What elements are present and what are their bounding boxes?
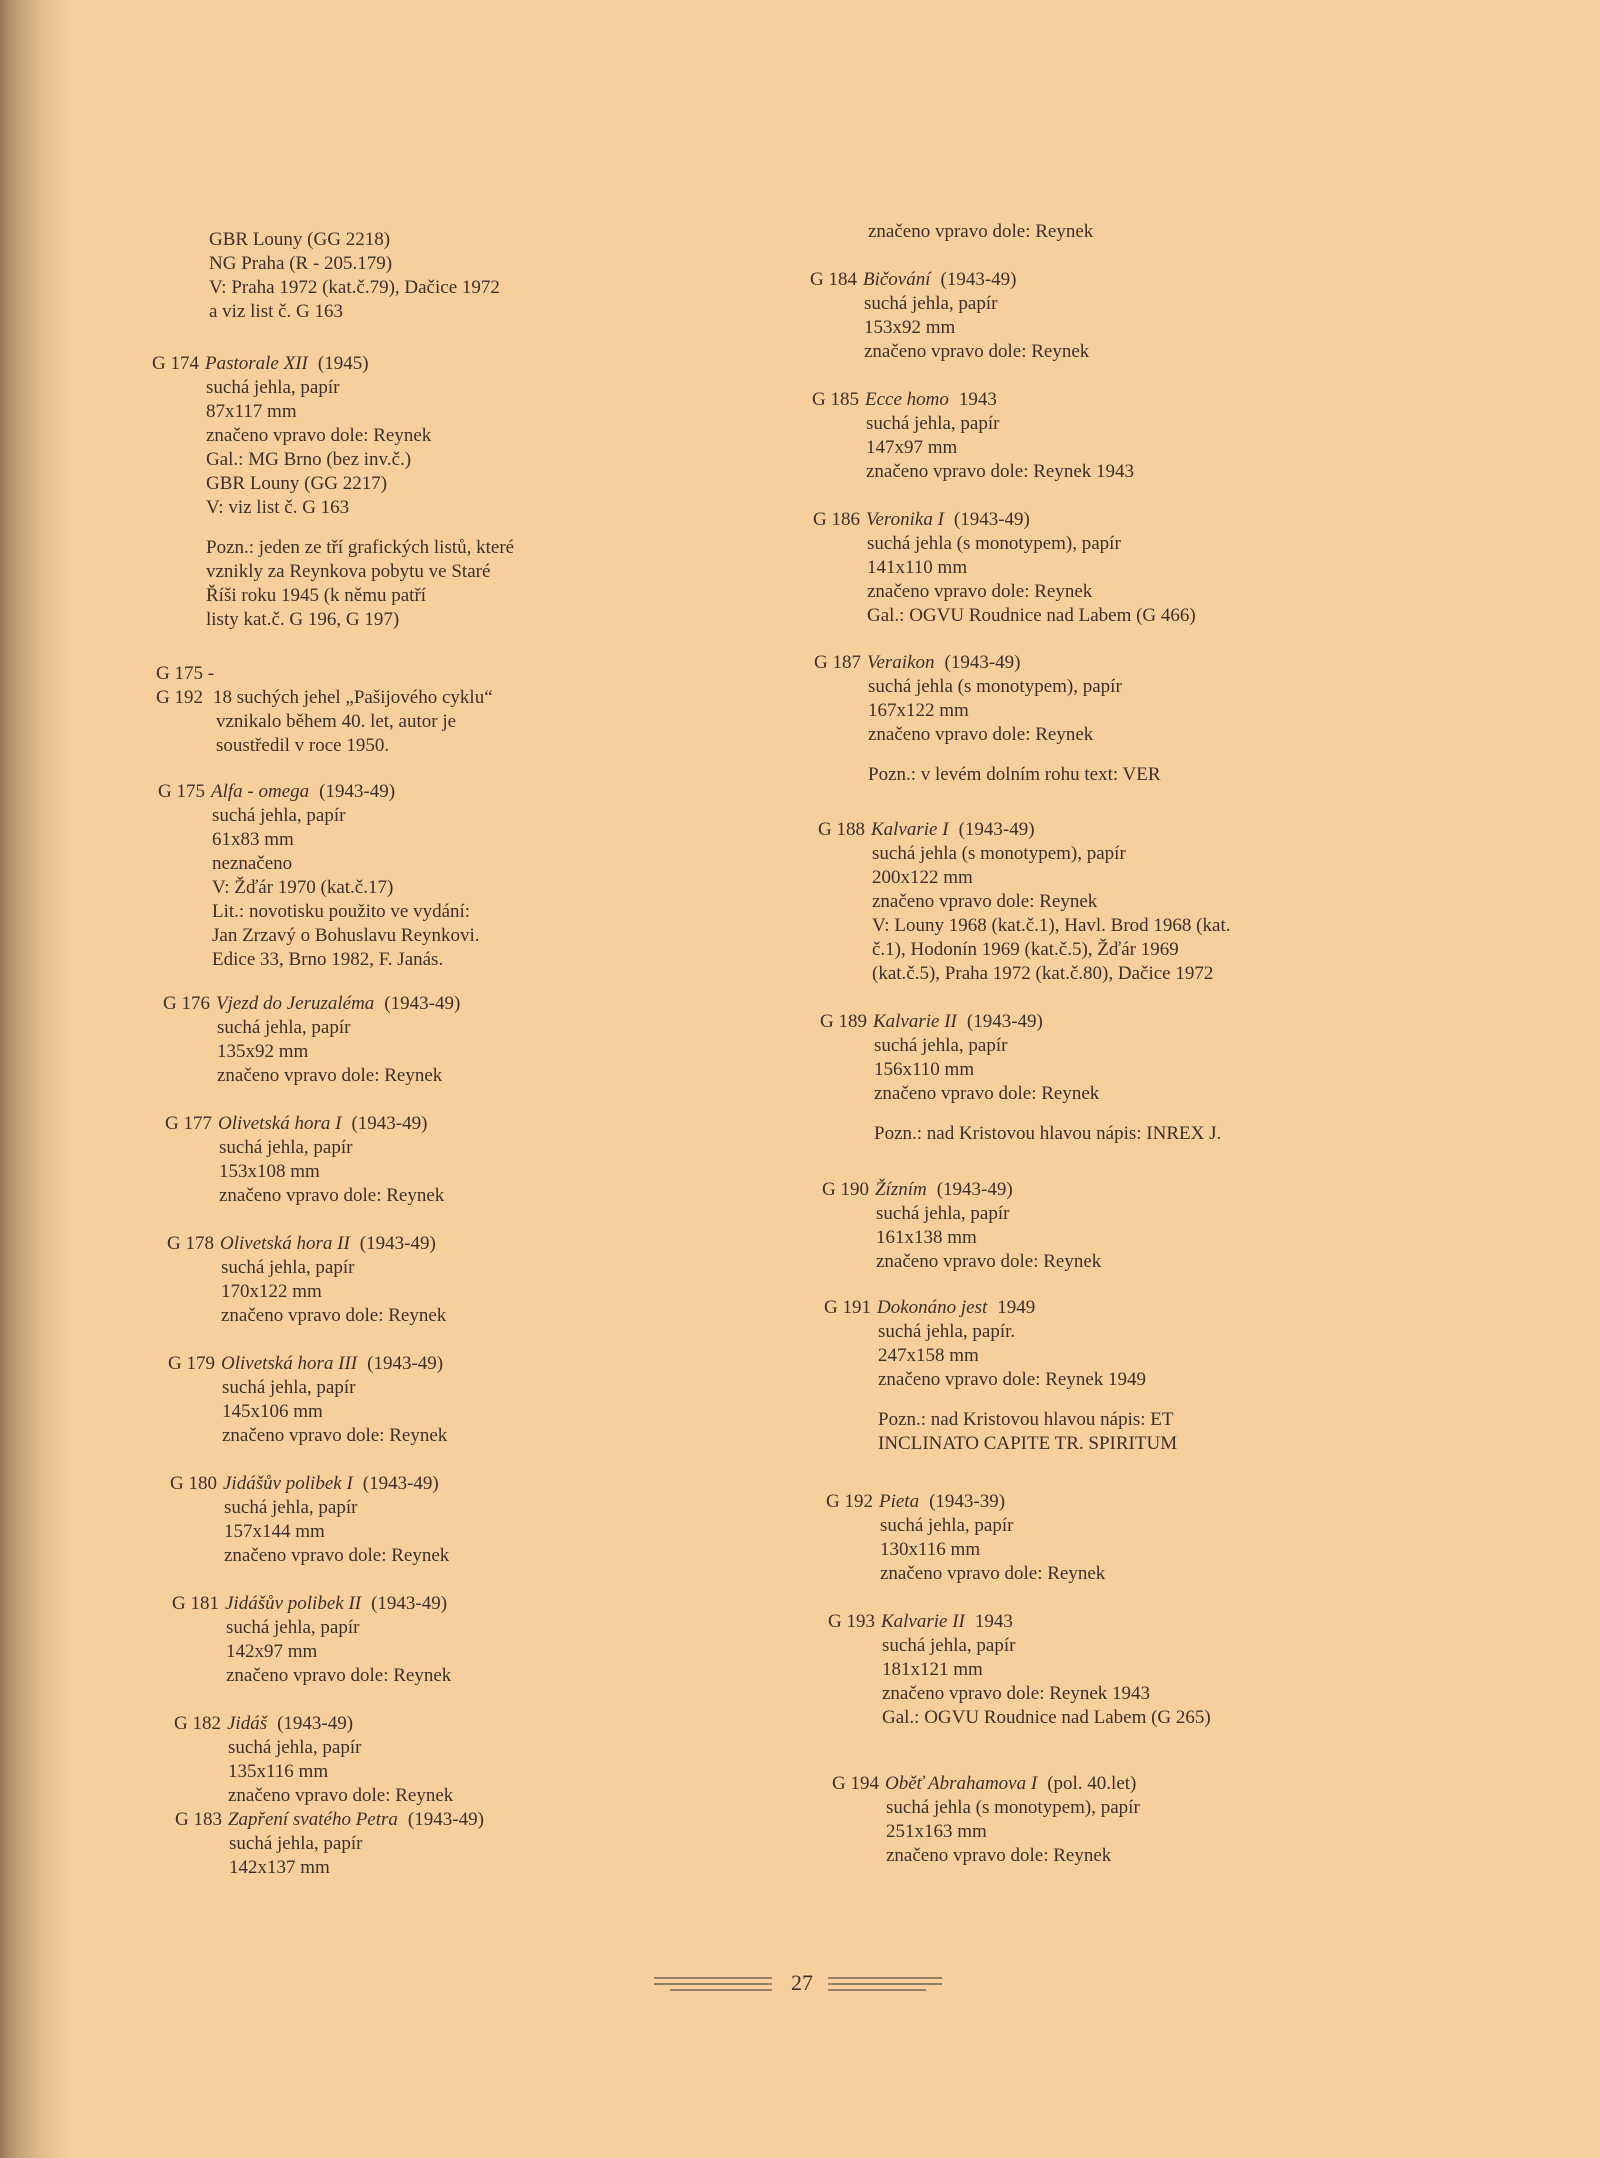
entry-detail-line: suchá jehla, papír bbox=[876, 1203, 1010, 1224]
catalogue-entry bbox=[812, 388, 1134, 484]
entry-details bbox=[876, 1202, 1101, 1274]
entry-detail-line: 153x108 mm bbox=[219, 1161, 320, 1182]
entry-detail-line: 135x116 mm bbox=[228, 1761, 329, 1782]
catalogue-entry bbox=[172, 1592, 451, 1688]
entry-note-line: Pozn.: v levém dolním rohu text: VER bbox=[868, 764, 1161, 785]
entry-detail-line: suchá jehla, papír bbox=[864, 293, 998, 314]
entry-details bbox=[224, 1496, 449, 1568]
entry-details bbox=[864, 292, 1089, 364]
entry-heading bbox=[824, 1296, 1177, 1320]
entry-detail-line: značeno vpravo dole: Reynek 1943 bbox=[866, 461, 1135, 482]
entry-detail-line: suchá jehla, papír bbox=[222, 1377, 356, 1398]
entry-title: Olivetská hora I bbox=[217, 1113, 342, 1134]
entry-date: (1943-49) bbox=[351, 1113, 428, 1134]
entry-detail-line: značeno vpravo dole: Reynek bbox=[864, 341, 1090, 362]
entry-detail-line: 145x106 mm bbox=[222, 1401, 323, 1422]
catalogue-entry bbox=[158, 780, 480, 972]
entry-detail-line: 147x97 mm bbox=[866, 437, 958, 458]
entry-detail-line: suchá jehla, papír bbox=[219, 1137, 353, 1158]
entry-heading bbox=[158, 780, 480, 804]
entry-details bbox=[228, 1736, 453, 1808]
entry-details bbox=[217, 1016, 460, 1088]
entry-details bbox=[886, 1796, 1140, 1868]
catalogue-entry bbox=[828, 1610, 1211, 1730]
entry-detail-line: 156x110 mm bbox=[874, 1059, 975, 1080]
page-number: 27 bbox=[791, 1970, 813, 1995]
entry-detail-line: suchá jehla (s monotypem), papír bbox=[867, 533, 1121, 554]
entry-detail-line: suchá jehla, papír bbox=[229, 1833, 363, 1854]
entry-code: G 184 bbox=[810, 269, 857, 290]
entry-title: Alfa - omega bbox=[210, 781, 310, 802]
entry-detail-line: suchá jehla, papír bbox=[217, 1017, 351, 1038]
entry-detail-line: značeno vpravo dole: Reynek bbox=[886, 1845, 1112, 1866]
catalogue-entry bbox=[163, 992, 460, 1088]
entry-heading bbox=[810, 268, 1089, 292]
catalogue-entry bbox=[822, 1178, 1101, 1274]
catalogue-entry bbox=[152, 352, 514, 632]
entry-detail-line: V: viz list č. G 163 bbox=[206, 497, 350, 518]
entry-heading bbox=[163, 992, 460, 1016]
entry-title: Žízním bbox=[874, 1179, 927, 1200]
entry-title: Olivetská hora II bbox=[219, 1233, 350, 1254]
entry-note-line: vznikly za Reynkova pobytu ve Staré bbox=[206, 561, 491, 582]
entry-note-line: listy kat.č. G 196, G 197) bbox=[206, 609, 400, 630]
entry-title: Oběť Abrahamova I bbox=[884, 1773, 1038, 1794]
entry-detail-line: suchá jehla, papír bbox=[206, 377, 340, 398]
entry-code: G 194 bbox=[832, 1773, 879, 1794]
entry-code: G 192 bbox=[826, 1491, 873, 1512]
entry-code: G 182 bbox=[174, 1713, 221, 1734]
entry-code: G 193 bbox=[828, 1611, 875, 1632]
entry-date: (1943-49) bbox=[966, 1011, 1043, 1032]
entry-detail-line: 161x138 mm bbox=[876, 1227, 977, 1248]
entry-code: G 187 bbox=[814, 652, 861, 673]
entry-title: Dokonáno jest bbox=[876, 1297, 988, 1318]
entry-detail-line: značeno vpravo dole: Reynek 1949 bbox=[878, 1369, 1147, 1390]
catalogue-entry bbox=[826, 1490, 1105, 1586]
entry-detail-line: suchá jehla (s monotypem), papír bbox=[886, 1797, 1140, 1818]
catalogue-entry bbox=[824, 1296, 1177, 1456]
entry-detail-line: značeno vpravo dole: Reynek bbox=[224, 1545, 450, 1566]
entry-code: G 183 bbox=[175, 1809, 222, 1830]
entry-date: (pol. 40.let) bbox=[1047, 1773, 1137, 1794]
entry-detail-line: Edice 33, Brno 1982, F. Janás. bbox=[212, 949, 444, 970]
entry-heading bbox=[814, 651, 1161, 675]
cycle-note bbox=[156, 662, 493, 758]
entry-detail-line: suchá jehla, papír bbox=[226, 1617, 360, 1638]
entry-title: Jidášův polibek II bbox=[224, 1593, 362, 1614]
entry-heading bbox=[828, 1610, 1211, 1634]
entry-details bbox=[219, 1136, 444, 1208]
catalogue-entry bbox=[175, 1808, 484, 1880]
entry-title: Kalvarie II bbox=[872, 1011, 957, 1032]
entry-heading bbox=[820, 1010, 1221, 1034]
entry-date: (1943-49) bbox=[944, 652, 1021, 673]
entry-details bbox=[880, 1514, 1105, 1586]
entry-details bbox=[882, 1634, 1211, 1730]
entry-details bbox=[221, 1256, 446, 1328]
entry-note-line: Pozn.: nad Kristovou hlavou nápis: INREX J. bbox=[874, 1123, 1222, 1144]
entry-detail-line: značeno vpravo dole: Reynek bbox=[874, 1083, 1100, 1104]
entry-detail-line: suchá jehla, papír bbox=[882, 1635, 1016, 1656]
cycle-code-end: G 192 bbox=[156, 687, 203, 708]
entry-date: (1943-49) bbox=[277, 1713, 354, 1734]
entry-detail-line: značeno vpravo dole: Reynek bbox=[876, 1251, 1102, 1272]
right-continuation: značeno vpravo dole: Reynek bbox=[868, 221, 1094, 242]
entry-code: G 189 bbox=[820, 1011, 867, 1032]
entry-note-line: Říši roku 1945 (k němu patří bbox=[206, 585, 427, 606]
entry-detail-line: suchá jehla (s monotypem), papír bbox=[872, 843, 1126, 864]
catalogue-entry bbox=[165, 1112, 444, 1208]
entry-detail-line: značeno vpravo dole: Reynek bbox=[226, 1665, 452, 1686]
entry-heading bbox=[822, 1178, 1101, 1202]
entry-date: (1943-49) bbox=[367, 1353, 444, 1374]
entry-heading bbox=[818, 818, 1230, 842]
entry-detail-line: značeno vpravo dole: Reynek bbox=[217, 1065, 443, 1086]
catalogue-entry bbox=[810, 268, 1089, 364]
entry-title: Olivetská hora III bbox=[220, 1353, 358, 1374]
entry-details bbox=[868, 675, 1161, 747]
entry-detail-line: suchá jehla, papír. bbox=[878, 1321, 1016, 1342]
text-line: a viz list č. G 163 bbox=[209, 301, 344, 322]
entry-date: (1943-49) bbox=[384, 993, 461, 1014]
entry-detail-line: V: Žďár 1970 (kat.č.17) bbox=[212, 877, 394, 898]
entry-detail-line: č.1), Hodonín 1969 (kat.č.5), Žďár 1969 bbox=[872, 939, 1179, 960]
entry-detail-line: 87x117 mm bbox=[206, 401, 297, 422]
entry-title: Zapření svatého Petra bbox=[227, 1809, 398, 1830]
entry-detail-line: značeno vpravo dole: Reynek bbox=[880, 1563, 1106, 1584]
entry-date: (1943-49) bbox=[953, 509, 1030, 530]
entry-detail-line: suchá jehla, papír bbox=[228, 1737, 362, 1758]
entry-date: (1943-49) bbox=[371, 1593, 448, 1614]
entry-note bbox=[874, 1122, 1221, 1146]
entry-code: G 181 bbox=[172, 1593, 219, 1614]
entry-detail-line: značeno vpravo dole: Reynek bbox=[867, 581, 1093, 602]
entry-detail-line: značeno vpravo dole: Reynek bbox=[219, 1185, 445, 1206]
entry-heading bbox=[174, 1712, 453, 1736]
entry-detail-line: Lit.: novotisku použito ve vydání: bbox=[212, 901, 471, 922]
entry-details bbox=[867, 532, 1196, 628]
catalogue-entry bbox=[168, 1352, 447, 1448]
entry-date: (1943-49) bbox=[319, 781, 396, 802]
entry-details bbox=[212, 804, 480, 972]
left-continuation bbox=[209, 228, 500, 324]
entry-detail-line: Gal.: OGVU Roudnice nad Labem (G 265) bbox=[882, 1707, 1211, 1728]
entry-heading bbox=[812, 388, 1134, 412]
entry-heading bbox=[175, 1808, 484, 1832]
entry-detail-line: 251x163 mm bbox=[886, 1821, 987, 1842]
entry-note-line: INCLINATO CAPITE TR. SPIRITUM bbox=[878, 1433, 1178, 1454]
entry-detail-line: 247x158 mm bbox=[878, 1345, 979, 1366]
entry-code: G 175 bbox=[158, 781, 205, 802]
entry-detail-line: Jan Zrzavý o Bohuslavu Reynkovi. bbox=[212, 925, 480, 946]
entry-title: Bičování bbox=[862, 269, 931, 290]
entry-details bbox=[878, 1320, 1177, 1392]
entry-date: (1943-49) bbox=[936, 1179, 1013, 1200]
catalogue-entry bbox=[818, 818, 1230, 986]
cycle-note-line: vznikalo během 40. let, autor je bbox=[216, 711, 457, 732]
entry-note-line: Pozn.: nad Kristovou hlavou nápis: ET bbox=[878, 1409, 1174, 1430]
entry-detail-line: značeno vpravo dole: Reynek bbox=[228, 1785, 454, 1806]
entry-detail-line: 141x110 mm bbox=[867, 557, 968, 578]
entry-detail-line: 142x97 mm bbox=[226, 1641, 318, 1662]
entry-code: G 188 bbox=[818, 819, 865, 840]
entry-detail-line: značeno vpravo dole: Reynek 1943 bbox=[882, 1683, 1151, 1704]
entry-detail-line: GBR Louny (GG 2217) bbox=[206, 473, 388, 494]
entry-heading bbox=[813, 508, 1196, 532]
catalogue-entry bbox=[174, 1712, 453, 1808]
catalogue-entry bbox=[832, 1772, 1140, 1868]
entry-detail-line: suchá jehla, papír bbox=[212, 805, 346, 826]
catalogue-entry bbox=[813, 508, 1196, 628]
entry-title: Jidáš bbox=[226, 1713, 268, 1734]
entry-note bbox=[206, 536, 514, 632]
entry-detail-line: značeno vpravo dole: Reynek bbox=[872, 891, 1098, 912]
book-spine-shadow bbox=[0, 0, 70, 2158]
entry-note-line: Pozn.: jeden ze tří grafických listů, které bbox=[206, 537, 515, 558]
entry-detail-line: suchá jehla, papír bbox=[224, 1497, 358, 1518]
entry-detail-line: 153x92 mm bbox=[864, 317, 956, 338]
entry-detail-line: suchá jehla, papír bbox=[880, 1515, 1014, 1536]
text-line: NG Praha (R - 205.179) bbox=[209, 253, 393, 274]
entry-detail-line: suchá jehla, papír bbox=[874, 1035, 1008, 1056]
entry-date: (1943-49) bbox=[359, 1233, 436, 1254]
entry-date: (1943-49) bbox=[362, 1473, 439, 1494]
entry-heading bbox=[165, 1112, 444, 1136]
entry-title: Vjezd do Jeruzaléma bbox=[215, 993, 375, 1014]
entry-title: Pieta bbox=[878, 1491, 920, 1512]
entry-title: Jidášův polibek I bbox=[222, 1473, 353, 1494]
entry-detail-line: suchá jehla, papír bbox=[866, 413, 1000, 434]
entry-detail-line: značeno vpravo dole: Reynek bbox=[868, 724, 1094, 745]
entry-note bbox=[868, 763, 1161, 787]
entry-details bbox=[866, 412, 1134, 484]
entry-date: 1949 bbox=[997, 1297, 1036, 1318]
entry-heading bbox=[832, 1772, 1140, 1796]
entry-code: G 186 bbox=[813, 509, 860, 530]
entry-code: G 177 bbox=[165, 1113, 212, 1134]
entry-title: Pastorale XII bbox=[204, 353, 308, 374]
entry-detail-line: Gal.: OGVU Roudnice nad Labem (G 466) bbox=[867, 605, 1196, 626]
entry-date: 1943 bbox=[974, 1611, 1013, 1632]
entry-detail-line: 157x144 mm bbox=[224, 1521, 325, 1542]
entry-details bbox=[206, 376, 514, 520]
entry-code: G 176 bbox=[163, 993, 210, 1014]
entry-heading bbox=[167, 1232, 446, 1256]
entry-details bbox=[874, 1034, 1221, 1106]
entry-detail-line: značeno vpravo dole: Reynek bbox=[206, 425, 432, 446]
entry-detail-line: suchá jehla, papír bbox=[221, 1257, 355, 1278]
entry-title: Kalvarie I bbox=[870, 819, 949, 840]
catalogue-entry bbox=[814, 651, 1161, 787]
catalogue-entry bbox=[820, 1010, 1221, 1146]
entry-code: G 191 bbox=[824, 1297, 871, 1318]
entry-detail-line: 130x116 mm bbox=[880, 1539, 981, 1560]
entry-date: (1945) bbox=[317, 353, 369, 374]
entry-code: G 190 bbox=[822, 1179, 869, 1200]
entry-detail-line: 142x137 mm bbox=[229, 1857, 330, 1878]
entry-code: G 180 bbox=[170, 1473, 217, 1494]
entry-detail-line: (kat.č.5), Praha 1972 (kat.č.80), Dačice 1972 bbox=[872, 963, 1214, 984]
entry-detail-line: Gal.: MG Brno (bez inv.č.) bbox=[206, 449, 412, 470]
entry-code: G 178 bbox=[167, 1233, 214, 1254]
entry-detail-line: 167x122 mm bbox=[868, 700, 969, 721]
entry-detail-line: značeno vpravo dole: Reynek bbox=[221, 1305, 447, 1326]
entry-title: Kalvarie II bbox=[880, 1611, 965, 1632]
entry-detail-line: 200x122 mm bbox=[872, 867, 973, 888]
entry-heading bbox=[170, 1472, 449, 1496]
cycle-note-text: 18 suchých jehel „Pašijového cyklu“ bbox=[212, 687, 493, 708]
text-line: V: Praha 1972 (kat.č.79), Dačice 1972 bbox=[209, 277, 500, 298]
entry-heading bbox=[152, 352, 514, 376]
text-line: GBR Louny (GG 2218) bbox=[209, 229, 391, 250]
entry-detail-line: 170x122 mm bbox=[221, 1281, 322, 1302]
entry-detail-line: 181x121 mm bbox=[882, 1659, 983, 1680]
entry-date: (1943-49) bbox=[940, 269, 1017, 290]
entry-code: G 179 bbox=[168, 1353, 215, 1374]
entry-detail-line: 135x92 mm bbox=[217, 1041, 309, 1062]
entry-detail-line: V: Louny 1968 (kat.č.1), Havl. Brod 1968 (kat. bbox=[872, 915, 1231, 936]
entry-code: G 174 bbox=[152, 353, 199, 374]
entry-code: G 185 bbox=[812, 389, 859, 410]
entry-heading bbox=[826, 1490, 1105, 1514]
entry-date: (1943-49) bbox=[958, 819, 1035, 840]
entry-details bbox=[872, 842, 1230, 986]
entry-date: (1943-39) bbox=[929, 1491, 1006, 1512]
entry-note bbox=[878, 1408, 1177, 1456]
page-footer bbox=[650, 1964, 950, 2004]
entry-details bbox=[226, 1616, 451, 1688]
catalogue-entry bbox=[170, 1472, 449, 1568]
entry-detail-line: suchá jehla (s monotypem), papír bbox=[868, 676, 1122, 697]
entry-detail-line: 61x83 mm bbox=[212, 829, 294, 850]
entry-date: 1943 bbox=[958, 389, 997, 410]
cycle-code-start: G 175 - bbox=[156, 663, 215, 684]
entry-heading bbox=[168, 1352, 447, 1376]
cycle-note-line: soustředil v roce 1950. bbox=[216, 735, 390, 756]
catalogue-entry bbox=[167, 1232, 446, 1328]
entry-heading bbox=[172, 1592, 451, 1616]
entry-title: Veronika I bbox=[865, 509, 944, 530]
entry-title: Veraikon bbox=[866, 652, 935, 673]
entry-detail-line: značeno vpravo dole: Reynek bbox=[222, 1425, 448, 1446]
entry-title: Ecce homo bbox=[864, 389, 949, 410]
entry-details bbox=[229, 1832, 484, 1880]
entry-date: (1943-49) bbox=[407, 1809, 484, 1830]
entry-details bbox=[222, 1376, 447, 1448]
entry-detail-line: neznačeno bbox=[212, 853, 293, 874]
